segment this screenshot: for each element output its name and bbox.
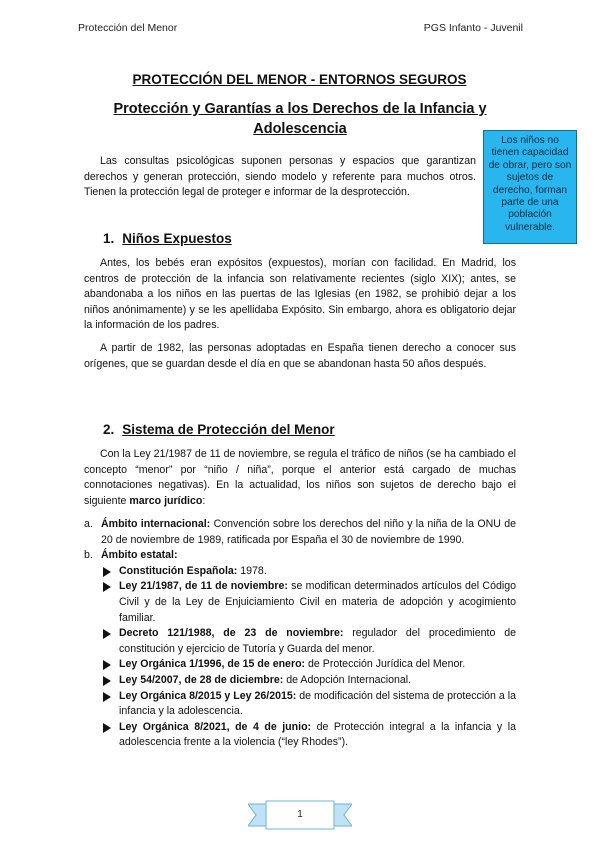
list-subitem — [84, 579, 516, 626]
item-a-label: Ámbito internacional: — [101, 518, 211, 530]
list-subitem — [84, 720, 516, 751]
section-1-paragraph-2 — [84, 341, 516, 372]
arrow-bullet-icon — [103, 676, 111, 686]
list-subitem — [84, 673, 516, 689]
arrow-bullet-icon — [103, 692, 111, 702]
subitem-text: de Adopción Internacional. — [283, 673, 412, 686]
subitem-text: 1978. — [237, 564, 267, 577]
list-item-a — [84, 517, 516, 548]
subitem-label: Decreto 121/1988, de 23 de noviembre: — [119, 627, 344, 640]
section-2-paragraph-1 — [84, 447, 516, 509]
section-2-title: Sistema de Protección del Menor — [122, 422, 335, 437]
arrow-bullet-icon — [103, 723, 111, 733]
list-subitem — [84, 657, 516, 673]
arrow-bullet-icon — [103, 660, 111, 670]
list-marker-a: a. — [84, 518, 93, 530]
subitem-label: Ley Orgánica 1/1996, de 15 de enero: — [119, 658, 306, 671]
callout-box: Los niños no tienen capacidad de obrar, pero son sujetos de derecho, forman parte de una población vulnerable. — [483, 130, 577, 244]
running-header-left: Protección del Menor — [78, 22, 178, 34]
document-title: PROTECCIÓN DEL MENOR - ENTORNOS SEGUROS — [132, 72, 467, 87]
arrow-bullet-icon — [103, 582, 111, 592]
section-2-p1-end: : — [202, 494, 206, 507]
subitem-label: Ley 54/2007, de 28 de diciembre: — [119, 673, 284, 686]
subitem-text: de modificación del sistema de protección a la infancia y la adolescencia. — [119, 689, 516, 718]
legal-framework-list — [84, 517, 516, 751]
section-2-p1-bold: marco jurídico — [129, 494, 203, 507]
subitem-text: se modifican determinados artículos del Código Civil y de la Ley de Enjuiciamiento Civil en materia de adopción y acogimiento familiar. — [119, 580, 516, 624]
intro-paragraph — [84, 154, 476, 201]
page-number-ribbon — [248, 800, 352, 830]
list-subitem — [84, 626, 516, 657]
page-number: 1 — [297, 809, 303, 820]
arrow-bullet-icon — [103, 629, 111, 639]
list-marker-b: b. — [84, 549, 93, 562]
subitem-label: Constitución Española: — [119, 564, 238, 577]
arrow-bullet-icon — [103, 567, 111, 577]
list-subitem — [84, 564, 516, 580]
item-b-label: Ámbito estatal: — [101, 549, 178, 562]
item-a-text: Convención sobre los derechos del niño y la niña de la ONU de 20 de noviembre de 1989, ratificada por España el 30 de noviembre de 1990. — [101, 518, 516, 546]
subitem-text: regulador del procedimiento de constitución y ejercicio de Tutoría y Guarda del menor. — [119, 627, 516, 655]
subitem-text: de Protección Jurídica del Menor. — [305, 658, 466, 671]
section-2-p1-text: Con la Ley 21/1987 de 11 de noviembre, se regula el tráfico de niños (se ha cambiado el concepto “menor” por “niño / niña”, porque el anterior está cargado de muchas connotaciones negativas). En la actualidad, los niños son sujetos de derecho bajo el siguiente — [84, 448, 516, 507]
intro-text: Las consultas psicológicas suponen personas y espacios que garantizan derechos y generan protección, siendo modelo y referente para muchos otros. Tienen la protección legal de proteger e informar de la desprotección. — [84, 155, 476, 199]
list-subitem — [84, 689, 516, 720]
section-2-heading — [103, 422, 335, 437]
section-1-paragraph-1 — [84, 256, 516, 334]
subitem-label: Ley Orgánica 8/2015 y Ley 26/2015: — [119, 689, 297, 702]
section-1-p1-text: Antes, los bebés eran expósitos (expuestos), morían con facilidad. En Madrid, los centros de protección de la infancia son relativamente recientes (siglo XIX); antes, se abandonaba a los niños en las puertas de las Iglesias (en 1982, se prohibió dejar a los niños anónimamente) y se les apellidaba Expósito. Sin embargo, ahora es obligatorio dejar la información de los padres. — [84, 257, 516, 332]
section-1-number: 1. — [103, 231, 115, 246]
section-1-heading — [103, 231, 232, 246]
section-1-title: Niños Expuestos — [122, 231, 232, 246]
subitem-text: de Protección integral a la infancia y la adolescencia frente a la violencia (“ley Rhodes”). — [119, 720, 516, 749]
subitem-label: Ley 21/1987, de 11 de noviembre: — [119, 580, 288, 593]
list-item-b — [84, 548, 516, 564]
document-subtitle: Protección y Garantías a los Derechos de la Infancia y Adolescencia — [113, 101, 487, 137]
section-1-p2-text: A partir de 1982, las personas adoptadas en España tienen derecho a conocer sus orígenes, que se guardan desde el día en que se abandonan hasta 50 años después. — [84, 342, 516, 370]
running-header-right: PGS Infanto - Juvenil — [423, 22, 523, 34]
subitem-label: Ley Orgánica 8/2021, de 4 de junio: — [119, 720, 312, 733]
section-2-number: 2. — [103, 422, 115, 437]
